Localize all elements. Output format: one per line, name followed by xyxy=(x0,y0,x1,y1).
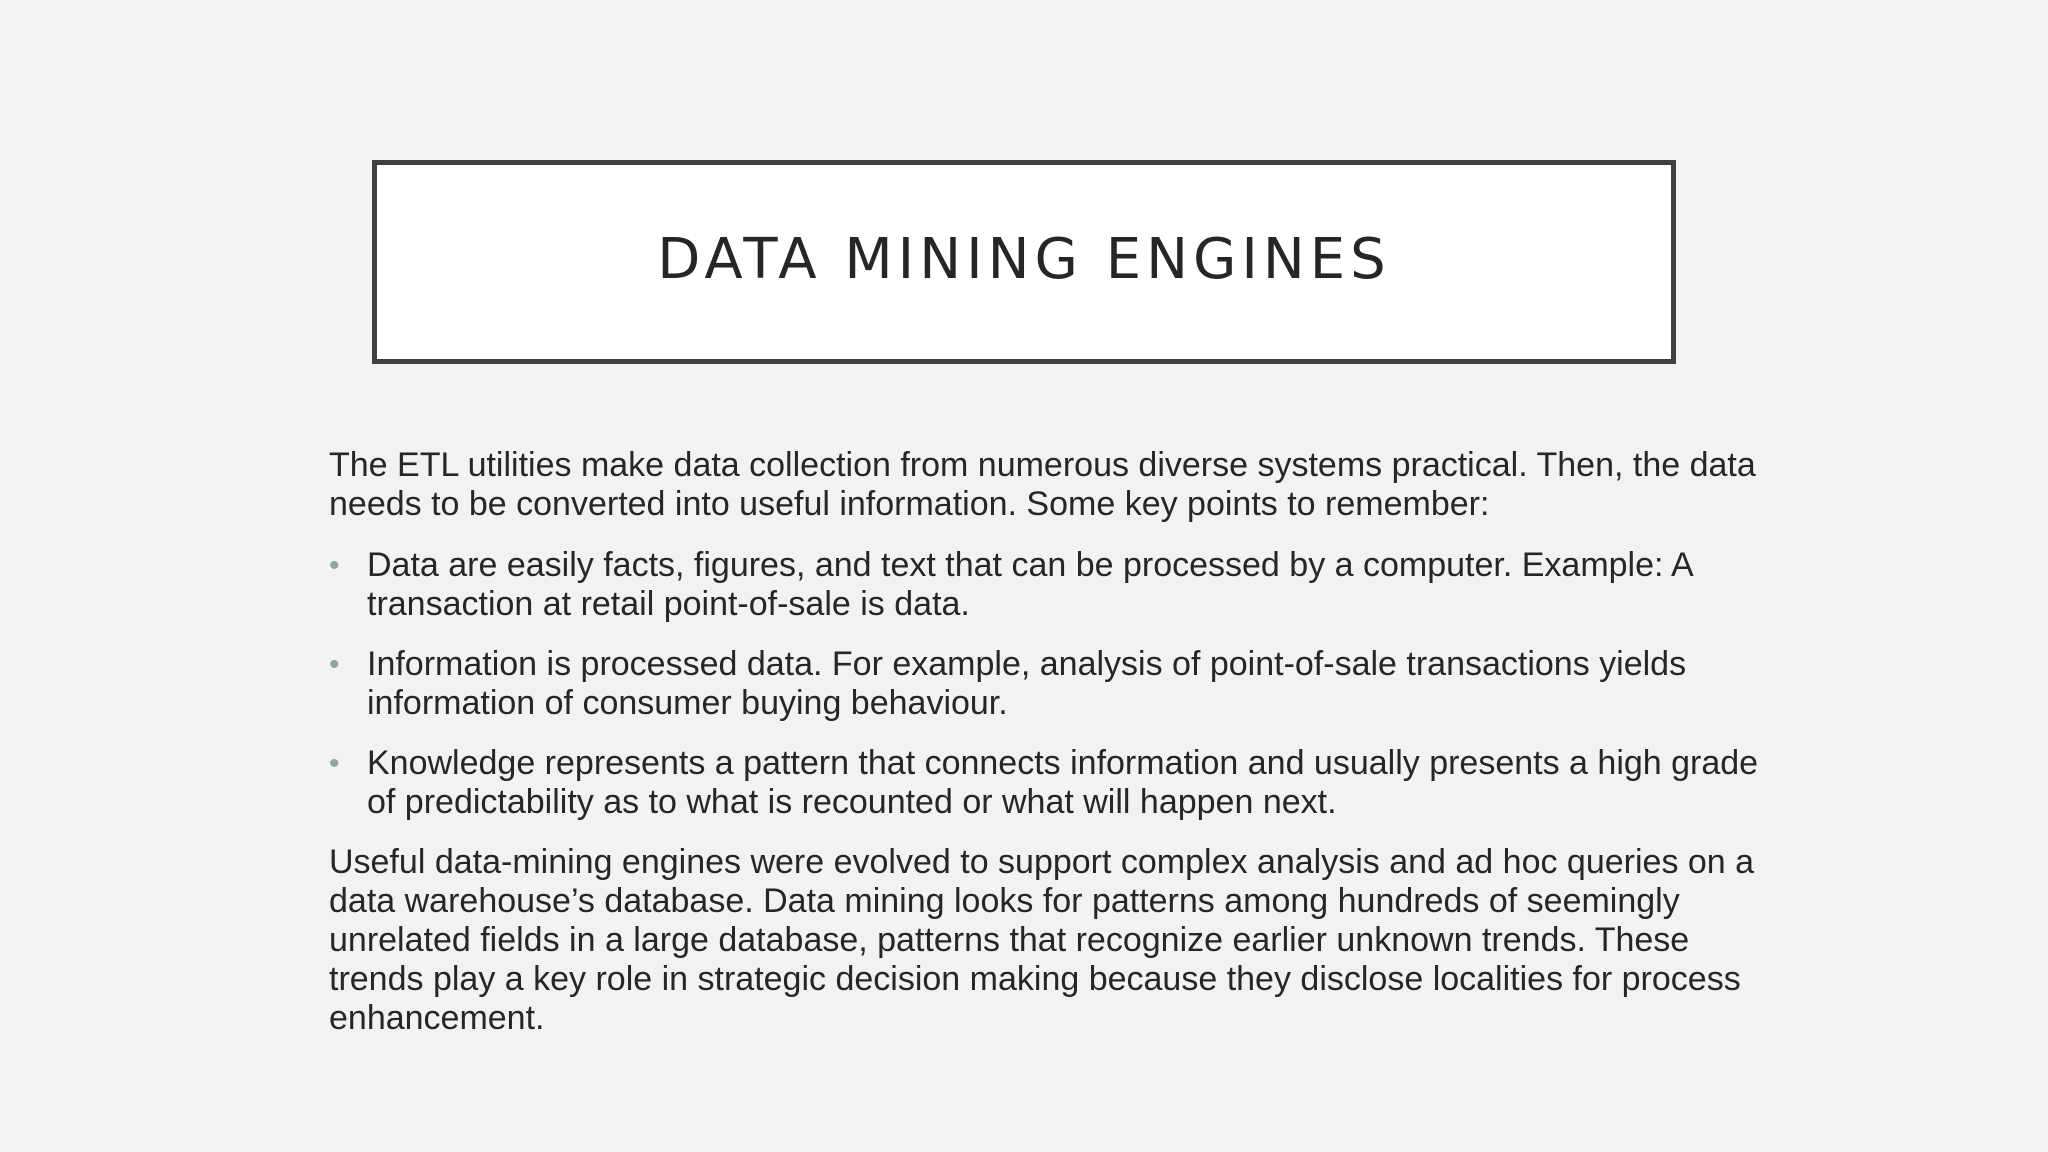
bullet-list xyxy=(329,546,1769,822)
closing-paragraph: Useful data-mining engines were evolved to support complex analysis and ad hoc queries on a data warehouse’s database. Data mining looks for patterns among hundreds of seemingly unrelated fields in a large database, patterns that recognize earlier unknown trends. These trends play a key role in strategic decision making because they disclose localities for process enhancement. xyxy=(329,843,1755,1037)
bullet-dot-icon: • xyxy=(329,648,340,681)
intro-paragraph: The ETL utilities make data collection from numerous diverse systems practical. Then, the data needs to be converted into useful information. Some key points to remember: xyxy=(329,446,1756,523)
bullet-item-knowledge xyxy=(329,744,1769,822)
bullet-text: Knowledge represents a pattern that connects information and usually presents a high grade of predictability as to what is recounted or what will happen next. xyxy=(367,744,1759,821)
bullet-text: Information is processed data. For example, analysis of point-of-sale transactions yields information of consumer buying behaviour. xyxy=(367,645,1687,722)
bullet-item-information xyxy=(329,645,1769,723)
slide-title: DATA MINING ENGINES xyxy=(657,226,1391,292)
bullet-text: Data are easily facts, figures, and text that can be processed by a computer. Example: A transaction at retail point-of-sale is data. xyxy=(367,546,1692,623)
bullet-item-data xyxy=(329,546,1769,624)
bullet-dot-icon: • xyxy=(329,747,340,780)
slide-body xyxy=(329,446,1769,1060)
bullet-dot-icon: • xyxy=(329,549,340,582)
title-box xyxy=(372,160,1676,364)
